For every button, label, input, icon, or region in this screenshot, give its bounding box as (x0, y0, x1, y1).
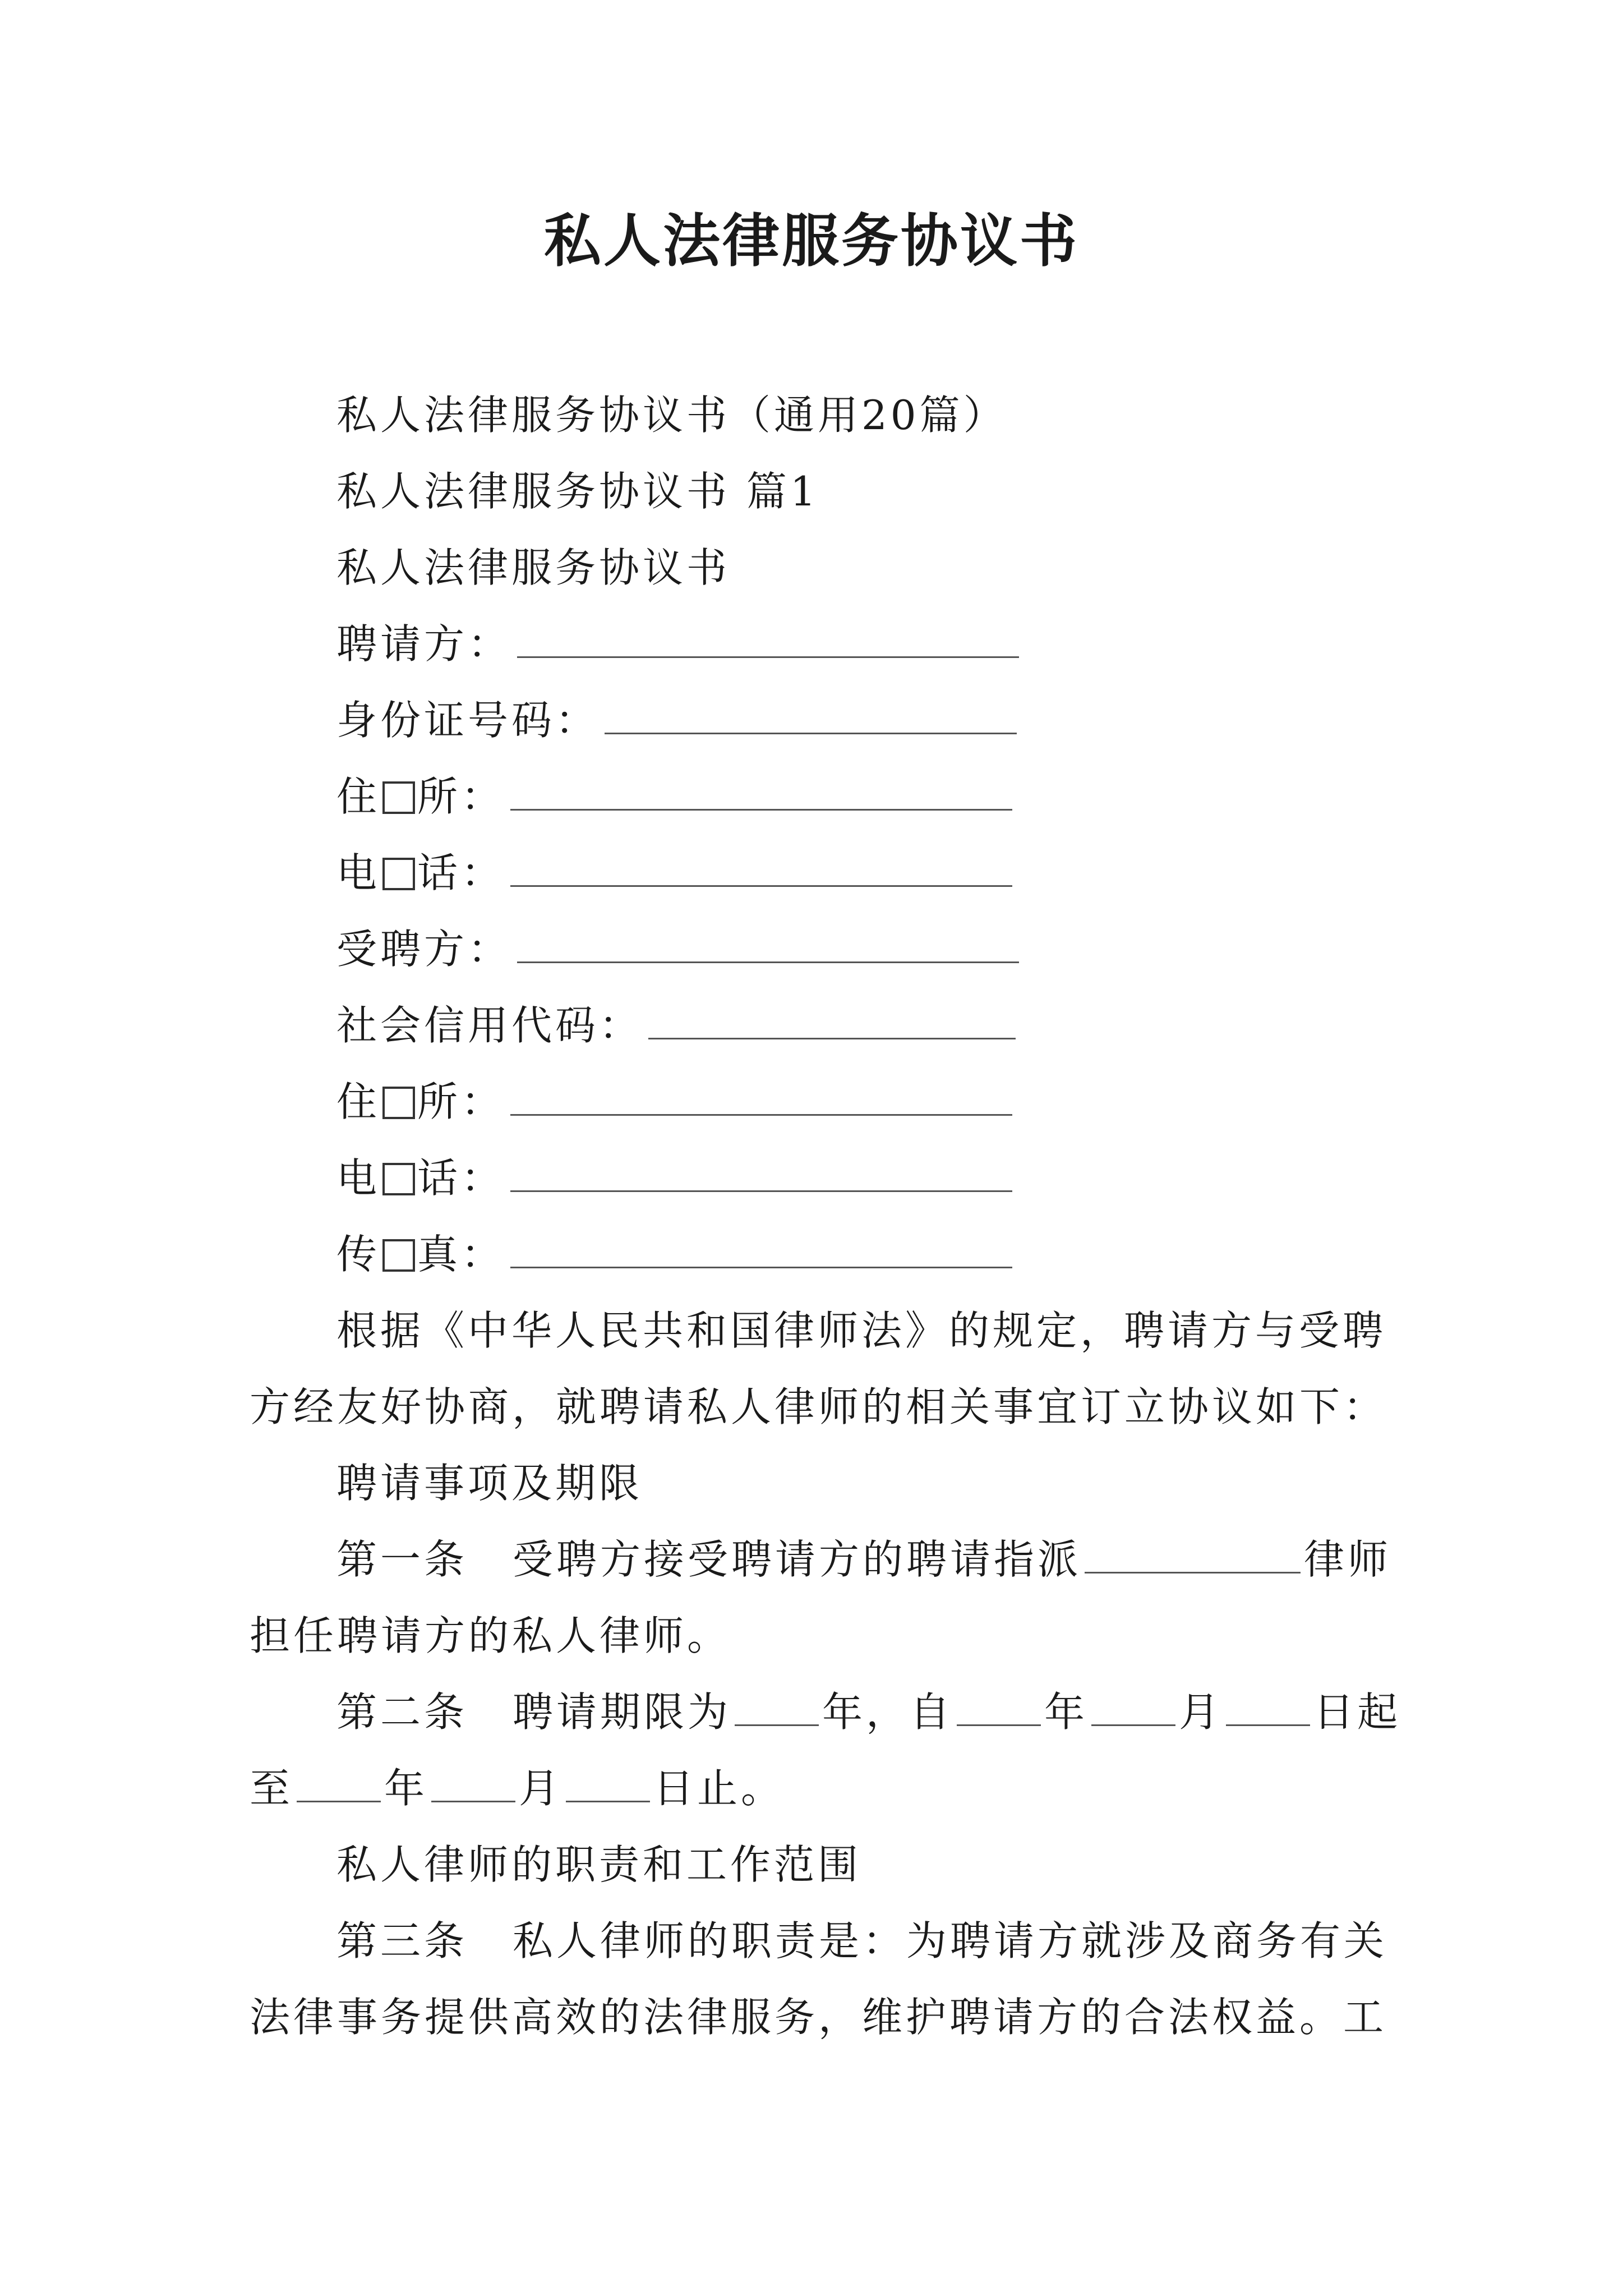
client-field (336, 616, 1019, 672)
article-2-year-1: 年，自 (822, 1688, 954, 1736)
section-heading-1: 聘请事项及期限 (336, 1460, 643, 1507)
client-phone-field (336, 845, 1012, 901)
provider-address-blank[interactable] (510, 1074, 1012, 1116)
article-2-line-2 (250, 1760, 785, 1816)
credit-code-blank[interactable] (648, 997, 1016, 1039)
article-2-end-day: 日止。 (653, 1765, 785, 1812)
term-years-blank[interactable] (735, 1685, 819, 1726)
client-address-field (336, 769, 1012, 825)
article-2-month-1: 月 (1179, 1688, 1223, 1736)
provider-field (336, 921, 1019, 977)
client-address-blank[interactable] (510, 769, 1012, 811)
start-day-blank[interactable] (1226, 1685, 1310, 1726)
id-number-blank[interactable] (605, 692, 1017, 734)
article-3-line-1 (336, 1913, 1387, 1969)
end-month-blank[interactable] (431, 1761, 515, 1802)
article-2-text-a: 聘请期限为 (513, 1688, 732, 1736)
article-2-line-1 (336, 1684, 1401, 1740)
client-label: 聘请方： (336, 620, 512, 668)
client-phone-blank[interactable] (510, 845, 1012, 887)
article-2-year-2: 年 (1044, 1688, 1089, 1736)
provider-phone-field (336, 1150, 1012, 1206)
preamble-line-2: 方经友好协商，就聘请私人律师的相关事宜订立协议如下： (250, 1383, 1387, 1430)
id-number-label: 身份证号码： (336, 697, 600, 744)
client-phone-label-a: 电 (336, 849, 381, 896)
article-1-text-b: 律师 (1304, 1536, 1392, 1583)
provider-phone-label-a: 电 (336, 1154, 381, 1202)
article-3-label: 第三条 (336, 1917, 468, 1964)
provider-phone-blank[interactable] (510, 1150, 1012, 1192)
article-2-end-month: 月 (519, 1765, 563, 1812)
preamble-line-1: 根据《中华人民共和国律师法》的规定，聘请方与受聘 (336, 1307, 1387, 1354)
credit-code-field (336, 997, 1016, 1053)
lawyer-name-blank[interactable] (1085, 1533, 1301, 1573)
provider-label: 受聘方： (336, 926, 512, 973)
fax-label-a: 传 (336, 1231, 381, 1278)
article-1-text-a: 受聘方接受聘请方的聘请指派 (513, 1536, 1082, 1583)
fax-label-b: 真： (417, 1231, 505, 1278)
document-title: 私人法律服务协议书 (544, 208, 1079, 275)
piece-heading: 私人法律服务协议书 篇1 (336, 468, 819, 515)
start-month-blank[interactable] (1091, 1685, 1175, 1726)
placeholder-box-icon (382, 1163, 415, 1195)
client-phone-label-b: 话： (417, 849, 505, 896)
provider-blank[interactable] (517, 921, 1019, 963)
placeholder-box-icon (382, 1239, 415, 1272)
subtitle: 私人法律服务协议书（通用20篇） (336, 392, 1007, 439)
provider-address-field (336, 1074, 1012, 1130)
article-1-line-2: 担任聘请方的私人律师。 (250, 1612, 731, 1659)
id-number-field (336, 692, 1017, 748)
placeholder-box-icon (382, 1087, 415, 1119)
placeholder-box-icon (382, 781, 415, 814)
start-year-blank[interactable] (957, 1685, 1041, 1726)
article-1-line-1 (336, 1531, 1391, 1588)
agreement-name: 私人法律服务协议书 (336, 544, 731, 591)
article-1-label: 第一条 (336, 1536, 468, 1583)
fax-field (336, 1226, 1012, 1282)
client-address-label-b: 所： (417, 773, 505, 820)
client-address-label-a: 住 (336, 773, 381, 820)
article-2-to: 至 (250, 1765, 294, 1812)
provider-address-label-a: 住 (336, 1078, 381, 1125)
section-heading-2: 私人律师的职责和工作范围 (336, 1841, 862, 1888)
article-2-day-1: 日起 (1313, 1688, 1401, 1736)
fax-blank[interactable] (510, 1226, 1012, 1268)
article-2-label: 第二条 (336, 1688, 468, 1736)
article-2-end-year: 年 (384, 1765, 428, 1812)
provider-address-label-b: 所： (417, 1078, 505, 1125)
client-blank[interactable] (517, 616, 1019, 658)
end-day-blank[interactable] (566, 1761, 650, 1802)
end-year-blank[interactable] (297, 1761, 381, 1802)
placeholder-box-icon (382, 858, 415, 890)
provider-phone-label-b: 话： (417, 1154, 505, 1202)
credit-code-label: 社会信用代码： (336, 1002, 643, 1049)
article-3-line-2: 法律事务提供高效的法律服务，维护聘请方的合法权益。工 (250, 1994, 1387, 2041)
article-3-text: 私人律师的职责是：为聘请方就涉及商务有关 (513, 1917, 1388, 1964)
